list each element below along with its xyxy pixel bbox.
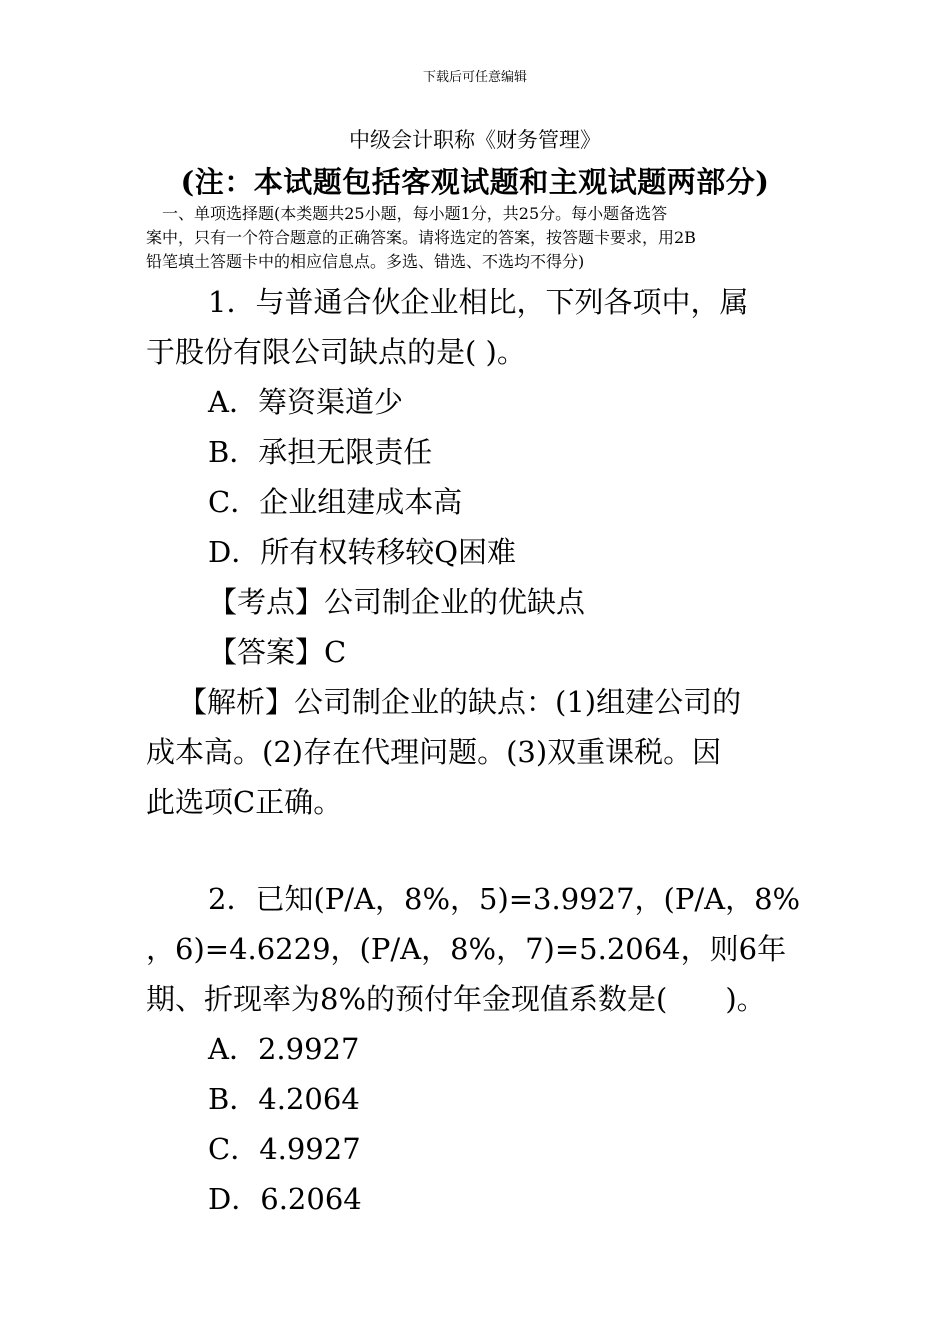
question-2-stem-line-1: 2．已知(P/A，8%，5)=3.9927，(P/A，8% xyxy=(208,882,801,916)
question-2-option-a: A．2.9927 xyxy=(208,1032,360,1066)
question-2-option-d: D．6.2064 xyxy=(208,1182,362,1216)
question-1-stem-line-2: 于股份有限公司缺点的是( )。 xyxy=(146,335,526,369)
question-1-answer: 【答案】C xyxy=(208,635,347,669)
page-header: 下载后可任意编辑 xyxy=(422,70,527,85)
question-1-analysis-line-2: 成本高。(2)存在代理问题。(3)双重课税。因 xyxy=(146,735,722,769)
question-2-stem-line-3: 期、折现率为8%的预付年金现值系数是( )。 xyxy=(146,982,766,1016)
question-2-option-c: C．4.9927 xyxy=(208,1132,361,1166)
instructions-line-1: 一、单项选择题(本类题共25小题，每小题1分，共25分。每小题备选答 xyxy=(146,204,668,223)
instructions-line-3: 铅笔填土答题卡中的相应信息点。多选、错选、不选均不得分) xyxy=(146,252,585,271)
question-1-option-c: C．企业组建成本高 xyxy=(208,485,463,519)
instructions-line-2: 案中，只有一个符合题意的正确答案。请将选定的答案，按答题卡要求，用2B xyxy=(146,228,696,247)
question-2-option-b: B．4.2064 xyxy=(208,1082,360,1116)
question-1-analysis-line-1: 【解析】公司制企业的缺点：(1)组建公司的 xyxy=(178,685,742,719)
question-1-kaodian: 【考点】公司制企业的优缺点 xyxy=(208,585,586,619)
question-1-option-a: A．筹资渠道少 xyxy=(208,385,403,419)
question-1-option-d: D．所有权转移较Q困难 xyxy=(208,535,517,569)
question-1-option-b: B．承担无限责任 xyxy=(208,435,433,469)
document-title: 中级会计职称《财务管理》 xyxy=(349,128,601,152)
question-1-analysis-line-3: 此选项C正确。 xyxy=(146,785,343,819)
exam-note: (注：本试题包括客观试题和主观试题两部分) xyxy=(180,165,770,199)
question-1-stem-line-1: 1．与普通合伙企业相比，下列各项中，属 xyxy=(208,285,749,319)
question-2-stem-line-2: ，6)=4.6229，(P/A，8%，7)=5.2064，则6年 xyxy=(146,932,787,966)
